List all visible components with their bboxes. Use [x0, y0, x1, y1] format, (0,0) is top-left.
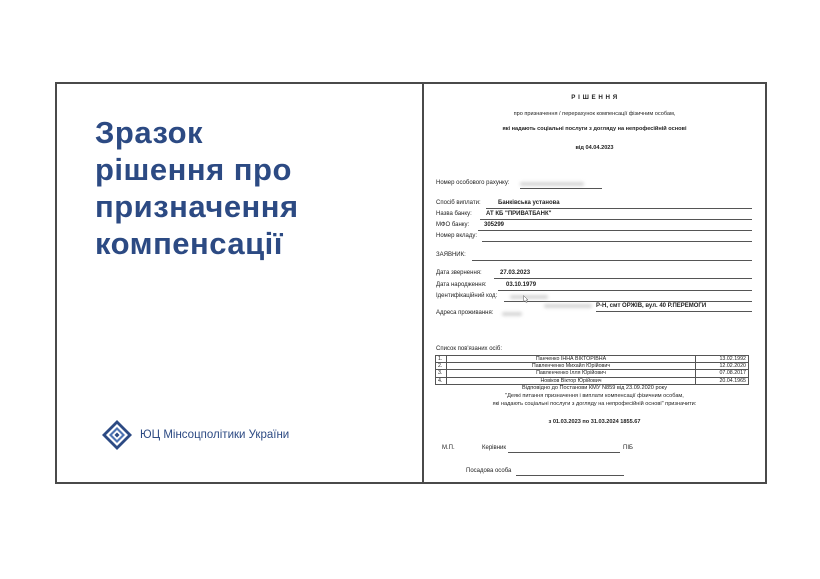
redacted-account: [520, 182, 584, 186]
resolution-line-2: "Деякі питання призначення і виплати компенсації фізичним особам,: [505, 393, 684, 399]
redacted-id-code: [510, 295, 548, 299]
bank-name-label: Назва банку:: [436, 211, 472, 217]
person-date: 13.02.1992: [696, 356, 749, 363]
row-number: 3.: [436, 370, 447, 377]
row-number: 4.: [436, 377, 447, 384]
doc-subtitle-1: про призначення / перерахунок компенсації фізичним особам,: [513, 111, 676, 117]
mfo-label: МФО банку:: [436, 222, 470, 228]
left-panel: [57, 84, 424, 482]
person-name: Новіков Віктор Юрійович: [447, 377, 696, 384]
cursor-icon: [523, 295, 529, 303]
head-label: Керівник: [482, 445, 506, 451]
table-row: [436, 363, 749, 370]
official-label: Посадова особа: [466, 468, 512, 474]
title-line-1: Зразок: [95, 115, 204, 150]
document-frame: [55, 82, 767, 484]
appeal-date-label: Дата звернення:: [436, 270, 482, 276]
birth-date-value: 03.10.1979: [506, 282, 537, 288]
page-title: [95, 114, 415, 262]
person-date: 20.04.1965: [696, 377, 749, 384]
address-value: Р-Н, смт ОРЖІВ, вул. 40 Р.ПЕРЕМОГИ: [596, 303, 707, 309]
redacted-address-prefix: [502, 312, 522, 316]
applicant-label: ЗАЯВНИК:: [436, 252, 466, 258]
doc-heading: Р І Ш Е Н Н Я: [571, 94, 618, 101]
deposit-label: Номер вкладу:: [436, 233, 478, 239]
person-name: Павленченко Ілля Юрійович: [447, 370, 696, 377]
title-line-4: компенсації: [95, 226, 284, 261]
person-name: Панченко ІННА ВІКТОРІВНА: [447, 356, 696, 363]
bank-name-value: АТ КБ "ПРИВАТБАНК": [486, 211, 552, 217]
redacted-address-region: [544, 304, 592, 308]
birth-date-label: Дата народження:: [436, 282, 487, 288]
id-code-label: Ідентифікаційний код:: [436, 293, 498, 299]
related-persons-label: Список пов'язаних осіб:: [436, 346, 502, 352]
appeal-date-value: 27.03.2023: [500, 270, 531, 276]
table-row: [436, 356, 749, 363]
address-label: Адреса проживання:: [436, 310, 494, 316]
person-date: 12.02.2020: [696, 363, 749, 370]
doc-subtitle-2: які надають соціальні послуги з догляду на непрофесійній основі: [502, 126, 687, 132]
title-line-2: рішення про: [95, 152, 292, 187]
resolution-line-1: Відповідно до Постанови КМУ N859 від 23.09.2020 року: [522, 385, 667, 391]
stamp-label: М.П.: [442, 445, 455, 451]
person-date: 07.08.2017: [696, 370, 749, 377]
ministry-logo: [101, 419, 289, 451]
doc-date: від 04.04.2023: [575, 145, 614, 151]
row-number: 2.: [436, 363, 447, 370]
person-name: Павленченко Михайл Юрійович: [447, 363, 696, 370]
row-number: 1.: [436, 356, 447, 363]
table-row: [436, 377, 749, 384]
table-row: [436, 370, 749, 377]
related-persons-table: [435, 355, 749, 385]
payment-method-label: Спосіб виплати:: [436, 200, 481, 206]
title-line-3: призначення: [95, 189, 299, 224]
logo-text: ЮЦ Мінсоцполітики України: [140, 429, 290, 441]
resolution-line-3: які надають соціальні послуги з догляду на непрофесійній основі" призначити:: [492, 401, 697, 407]
period-line: з 01.03.2023 по 31.03.2024 1855.67: [548, 419, 641, 425]
personal-account-label: Номер особового рахунку:: [436, 180, 510, 186]
mfo-value: 305299: [484, 222, 505, 228]
diamond-logo-icon: [101, 419, 133, 451]
pib-label: ПІБ: [623, 445, 633, 451]
decision-document: [424, 84, 765, 482]
payment-method-value: Банківська установа: [498, 200, 560, 206]
